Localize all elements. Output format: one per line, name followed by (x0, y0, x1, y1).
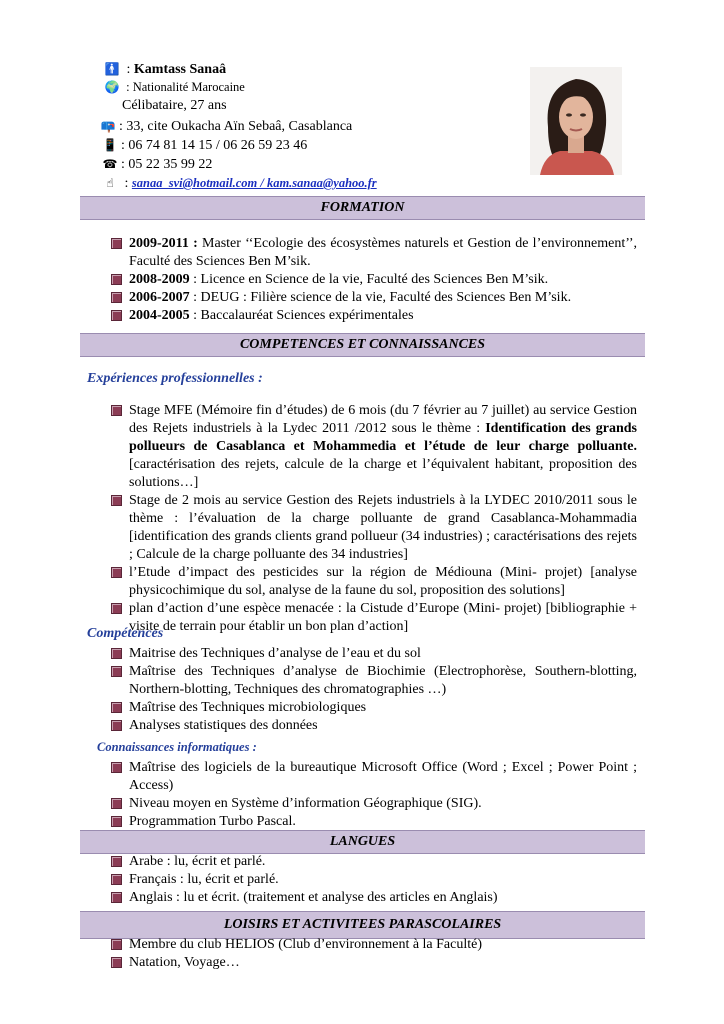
section-langues: LANGUES (80, 830, 645, 854)
bullet-icon (111, 939, 122, 950)
informatique-item (129, 795, 637, 813)
experience-item (129, 564, 637, 600)
experience-item (129, 492, 637, 564)
langues-list (129, 853, 637, 907)
competence-text: Maitrise des Techniques d’analyse de l’eau et du sol (129, 646, 421, 661)
competence-item (129, 663, 637, 699)
email-line: ☝ : sanaa_svi@hotmail.com / kam.sanaa@yahoo.fr (102, 174, 377, 193)
candidate-name: Kamtass Sanaâ (133, 62, 227, 77)
informatique-list (129, 759, 637, 831)
experiences-title: Expériences professionnelles : (87, 371, 263, 386)
mobile: : 06 74 81 14 15 / 06 26 59 23 46 (121, 138, 308, 153)
bullet-icon (111, 702, 122, 713)
competence-text: Maîtrise des Techniques d’analyse de Biochimie (Electrophorèse, Southern-blotting, Northern-blotting, Techniques des chromatographies …) (129, 664, 637, 697)
bullet-icon (111, 666, 122, 677)
formation-text: : Licence en Science de la vie, Faculté des Sciences Ben M’sik. (189, 272, 549, 287)
competence-text: Analyses statistiques des données (129, 718, 318, 733)
formation-text: : Baccalauréat Sciences expérimentales (189, 308, 414, 323)
bullet-icon (111, 292, 122, 303)
telephone-icon: ☎ (102, 157, 118, 171)
experience-theme: Identification des grands pollueurs de Casablanca et Mohammedia et l’étude de leur charge polluante. (129, 421, 637, 454)
experience-text: Stage de 2 mois au service Gestion des Rejets industriels à la LYDEC 2010/2011 sous le thème : l’évaluation de la charge polluante de grand Casablanca-Mohammadia [identification des grands clients grand pollueur (34 industries) ; caractérisations des rejets ; Calcule de la charge polluante des 34 industries] (129, 493, 637, 562)
section-loisirs: LOISIRS ET ACTIVITEES PARASCOLAIRES (80, 911, 645, 939)
bullet-icon (111, 856, 122, 867)
bullet-icon (111, 567, 122, 578)
formation-text: : DEUG : Filière science de la vie, Faculté des Sciences Ben M’sik. (189, 290, 572, 305)
bullet-icon (111, 957, 122, 968)
formation-item (129, 235, 637, 271)
experience-item (129, 600, 637, 636)
formation-item (129, 271, 637, 289)
person-icon: 🚹 (104, 62, 120, 76)
formation-year: 2008-2009 (129, 272, 190, 287)
bullet-icon (111, 405, 122, 416)
pointing-hand-icon: ☝ (106, 176, 114, 190)
mailbox-icon: 📪 (100, 119, 116, 133)
bullet-icon (111, 648, 122, 659)
bullet-icon (111, 720, 122, 731)
experiences-list (129, 402, 637, 636)
formation-item (129, 307, 637, 325)
mobile-phone-icon: 📱 (102, 138, 118, 152)
bullet-icon (111, 495, 122, 506)
phone-line (102, 155, 212, 174)
bullet-icon (111, 762, 122, 773)
langue-text: Arabe : lu, écrit et parlé. (129, 854, 266, 869)
bullet-icon (111, 816, 122, 827)
competence-text: Maîtrise des Techniques microbiologiques (129, 700, 367, 715)
competence-item (129, 699, 637, 717)
formation-year: 2006-2007 (129, 290, 190, 305)
informatique-item (129, 813, 637, 831)
bullet-icon (111, 798, 122, 809)
informatique-text: Maîtrise des logiciels de la bureautique Microsoft Office (Word ; Excel ; Power Point ; Access) (129, 760, 637, 793)
address-line (100, 117, 352, 136)
competence-item (129, 645, 637, 663)
langue-item (129, 871, 637, 889)
informatique-item (129, 759, 637, 795)
formation-item (129, 289, 637, 307)
section-competences: COMPETENCES ET CONNAISSANCES (80, 333, 645, 357)
informatique-text: Niveau moyen en Système d’information Géographique (SIG). (129, 796, 482, 811)
bullet-icon (111, 603, 122, 614)
competences-title: Compétences (87, 626, 164, 641)
experience-text: plan d’action d’une espèce menacée : la Cistude d’Europe (Mini- projet) [bibliographie + visite de terrain pour établir un bon plan d’action] (129, 601, 637, 634)
langue-text: Français : lu, écrit et parlé. (129, 872, 279, 887)
mobile-line (102, 136, 307, 155)
competence-item (129, 717, 637, 735)
address: : 33, cite Oukacha Aïn Sebaâ, Casablanca (119, 119, 353, 134)
langue-text: Anglais : lu et écrit. (traitement et analyse des articles en Anglais) (129, 890, 498, 905)
loisir-item (129, 936, 637, 954)
bullet-icon (111, 310, 122, 321)
experience-detail: [caractérisation des rejets, calcule de la charge et l’équivalent habitant, proposition des solutions…] (129, 457, 637, 490)
langue-item (129, 889, 637, 907)
email-link[interactable]: sanaa_svi@hotmail.com / kam.sanaa@yahoo.fr (131, 176, 377, 190)
loisir-text: Natation, Voyage… (129, 955, 240, 970)
formation-list (129, 235, 637, 325)
loisir-text: Membre du club HELIOS (Club d’environnement à la Faculté) (129, 937, 483, 952)
nationality: Nationalité Marocaine (132, 80, 245, 94)
profile-photo (530, 67, 622, 175)
langue-item (129, 853, 637, 871)
phone: : 05 22 35 99 22 (121, 157, 213, 172)
competences-list (129, 645, 637, 735)
portrait-image (530, 67, 622, 175)
formation-year: 2009-2011 : (129, 236, 198, 251)
bullet-icon (111, 274, 122, 285)
bullet-icon (111, 238, 122, 249)
nationality-line: 🌍 : Nationalité Marocaine (104, 80, 245, 94)
informatique-text: Programmation Turbo Pascal. (129, 814, 296, 829)
name-line: 🚹 : Kamtass Sanaâ (104, 62, 227, 77)
status: Célibataire, 27 ans (122, 98, 227, 113)
globe-icon: 🌍 (104, 80, 120, 94)
experience-item (129, 402, 637, 492)
loisirs-list (129, 936, 637, 972)
bullet-icon (111, 874, 122, 885)
formation-year: 2004-2005 (129, 308, 190, 323)
informatique-title: Connaissances informatiques : (97, 740, 257, 754)
section-formation: FORMATION (80, 196, 645, 220)
experience-text: l’Etude d’impact des pesticides sur la région de Médiouna (Mini- projet) [analyse physicochimique du sol, analyse de la faune du sol, proposition des solutions] (129, 565, 637, 598)
formation-text: Master ‘‘Ecologie des écosystèmes naturels et Gestion de l’environnement’’, Faculté des Sciences Ben M’sik. (129, 236, 637, 269)
loisir-item (129, 954, 637, 972)
experience-text: Stage MFE (Mémoire fin d’études) de 6 mois (du 7 février au 7 juillet) au service Gestion des Rejets industriels à la Lydec 2011 /2012 sous le thème : (129, 403, 637, 436)
bullet-icon (111, 892, 122, 903)
